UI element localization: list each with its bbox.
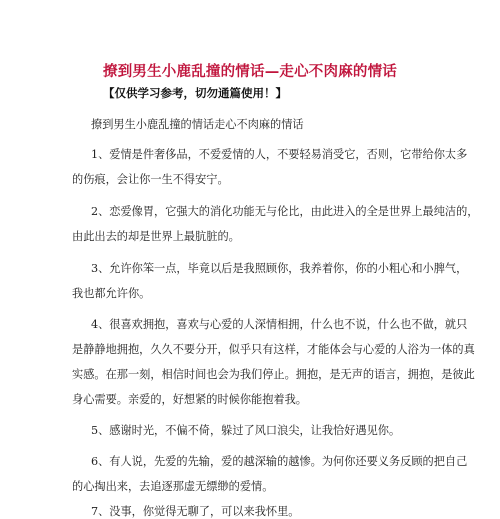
paragraph-2-line-2: 由此出去的却是世界上最肮脏的。 xyxy=(72,230,240,243)
paragraph-7-line-1: 7、没事，你觉得无聊了，可以来我怀里。 xyxy=(91,505,300,518)
paragraph-6-line-1: 6、有人说，先爱的先输，爱的越深输的越惨。为何你还要义务反顾的把自己 xyxy=(91,455,468,468)
paragraph-4-line-2: 是静静地拥抱，久久不要分开，似乎只有这样，才能体会与心爱的人浴为一体的真 xyxy=(72,343,475,356)
paragraph-2-line-1: 2、恋爱像胃，它强大的消化功能无与伦比，由此进入的全是世界上最纯洁的， xyxy=(91,205,479,218)
paragraph-1-line-2: 的伤痕，会让你一生不得安宁。 xyxy=(72,173,229,186)
paragraph-5-line-1: 5、感谢时光，不偏不倚，躲过了风口浪尖，让我恰好遇见你。 xyxy=(91,424,401,437)
paragraph-6-line-2: 的心掏出来，去追逐那虚无缥缈的爱情。 xyxy=(72,480,274,493)
paragraph-4-line-4: 身心需要。亲爱的，好想紧的时候你能抱着我。 xyxy=(72,393,307,406)
usage-notice: 【仅供学习参考，切勿通篇使用！】 xyxy=(103,86,287,100)
paragraph-4-line-3: 实感。在那一刻，相信时间也会为我们停止。拥抱，是无声的语言，拥抱，是彼此 xyxy=(72,368,475,381)
document-title: 撩到男生小鹿乱撞的情话—走心不肉麻的情话 xyxy=(103,63,397,80)
paragraph-4-line-1: 4、很喜欢拥抱，喜欢与心爱的人深情相拥，什么也不说，什么也不做，就只 xyxy=(91,318,468,331)
paragraph-1-line-1: 1、爱情是件奢侈品，不爱爱情的人，不要轻易消受它，否则，它带给你太多 xyxy=(91,148,468,161)
paragraph-3-line-1: 3、允许你笨一点，毕竟以后是我照顾你，我养着你，你的小粗心和小脾气， xyxy=(91,262,468,275)
document-subtitle: 撩到男生小鹿乱撞的情话走心不肉麻的情话 xyxy=(91,118,304,131)
paragraph-3-line-2: 我也都允许你。 xyxy=(72,287,151,300)
